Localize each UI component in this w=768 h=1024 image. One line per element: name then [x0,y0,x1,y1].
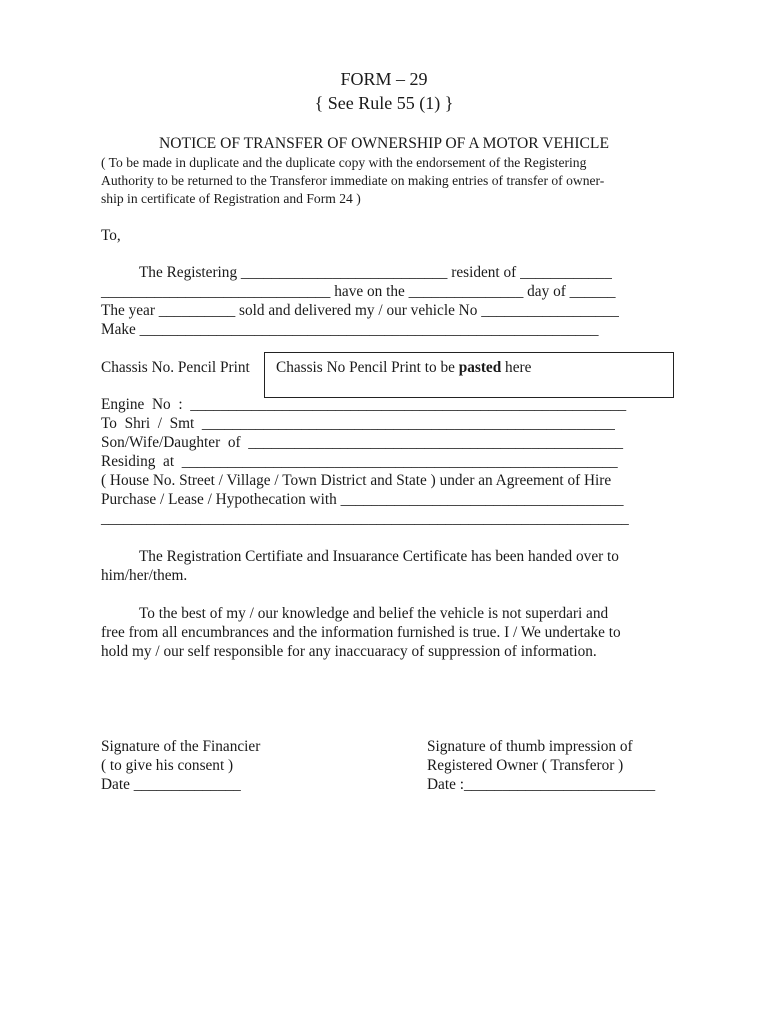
instruction-line: Authority to be returned to the Transferor immediate on making entries of transfer of owner- [101,173,605,188]
certificate-line: him/her/them. [101,567,188,584]
engine-number-line: Engine No : _________________________________________________________ [101,396,627,413]
instruction-line: ship in certificate of Registration and Form 24 ) [101,191,361,206]
address-hint-line: ( House No. Street / Village / Town District and State ) under an Agreement of Hire [101,472,612,489]
blank-line: _____________________________________________________________________ [101,510,629,527]
relation-line: Son/Wife/Daughter of _________________________________________________ [101,434,623,451]
form-number: FORM – 29 [340,69,428,89]
make-line: Make ____________________________________________________________ [101,321,599,338]
declaration-line: hold my / our self responsible for any inaccuaracy of suppression of information. [101,643,597,660]
transferee-name-line: To Shri / Smt ______________________________________________________ [101,415,615,432]
salutation: To, [101,227,121,244]
notice-title: NOTICE OF TRANSFER OF OWNERSHIP OF A MOTOR VEHICLE [159,135,609,152]
financier-date: Date ______________ [101,776,241,793]
declaration-line: To the best of my / our knowledge and belief the vehicle is not superdari and [101,605,609,622]
financier-signature-title: Signature of the Financier [101,738,261,755]
instruction-line: ( To be made in duplicate and the duplicate copy with the endorsement of the Registering [101,155,587,170]
owner-role-note: Registered Owner ( Transferor ) [427,757,624,774]
hypothecation-line: Purchase / Lease / Hypothecation with _____________________________________ [101,491,624,508]
chassis-print-box [264,352,674,398]
date-line: ______________________________ have on the _______________ day of ______ [101,283,616,300]
owner-signature-title: Signature of thumb impression of [427,738,633,755]
financier-consent-note: ( to give his consent ) [101,757,234,774]
chassis-box-text: Chassis No Pencil Print to be pasted here [276,359,532,376]
registering-line: The Registering ___________________________ resident of ____________ [101,264,612,281]
owner-date: Date :_________________________ [427,776,656,793]
certificate-line: The Registration Certifiate and Insuarance Certificate has been handed over to [101,548,619,565]
rule-reference: { See Rule 55 (1) } [314,93,454,113]
residing-line: Residing at _________________________________________________________ [101,453,618,470]
chassis-label: Chassis No. Pencil Print [101,359,250,376]
declaration-line: free from all encumbrances and the information furnished is true. I / We undertake to [101,624,621,641]
vehicle-number-line: The year __________ sold and delivered my / our vehicle No __________________ [101,302,619,319]
